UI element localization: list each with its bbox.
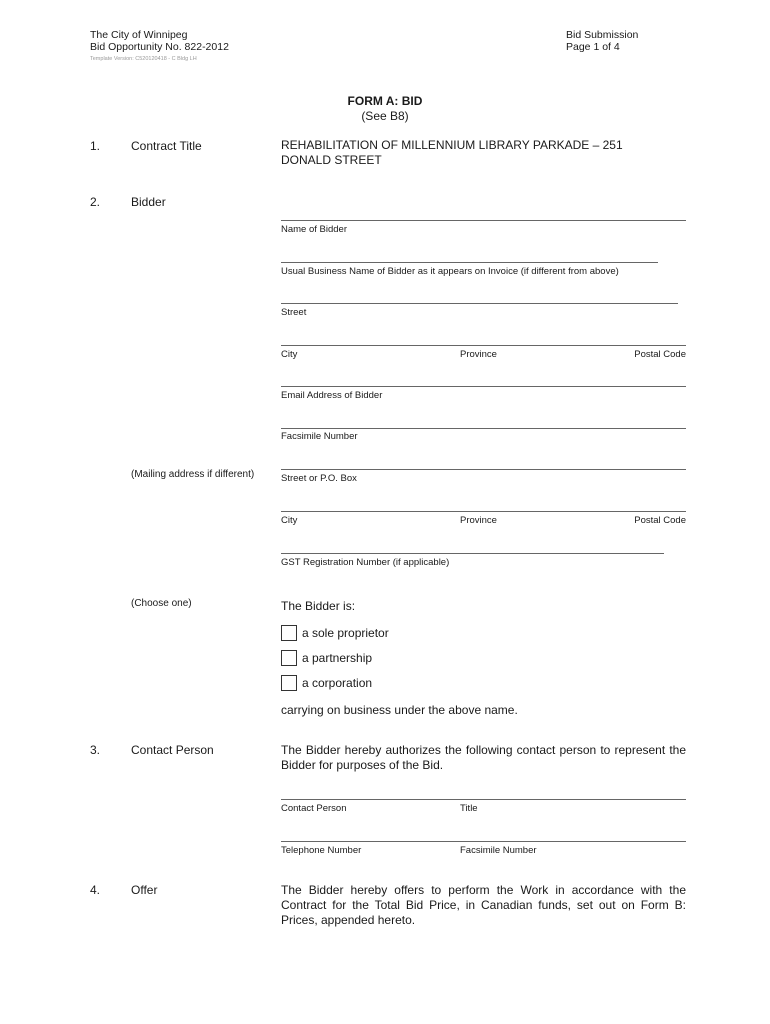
name-of-bidder-line[interactable] [281, 220, 686, 221]
header-page-number: Page 1 of 4 [566, 41, 620, 53]
partnership-checkbox[interactable] [281, 650, 297, 666]
mailing-street-caption: Street or P.O. Box [281, 473, 357, 484]
contract-title-line2: DONALD STREET [281, 153, 382, 167]
contact-person-caption: Contact Person [281, 803, 347, 814]
street-line[interactable] [281, 303, 678, 304]
city-caption: City [281, 349, 298, 360]
fax-caption: Facsimile Number [281, 431, 358, 442]
email-line[interactable] [281, 386, 686, 387]
section-1-label: Contract Title [131, 139, 202, 153]
province-caption: Province [460, 349, 497, 360]
section-4-label: Offer [131, 883, 158, 897]
postal-code-caption: Postal Code [634, 349, 686, 360]
corporation-checkbox[interactable] [281, 675, 297, 691]
mailing-postal-caption: Postal Code [634, 515, 686, 526]
contact-authorization-text: The Bidder hereby authorizes the following contact person to represent the Bidder for purposes of the Bid. [281, 743, 686, 772]
city-province-postal-line[interactable] [281, 345, 686, 346]
choose-one-note: (Choose one) [131, 598, 192, 609]
section-3-number: 3. [90, 743, 101, 757]
form-title: FORM A: BID [347, 94, 423, 108]
contact-fax-caption: Facsimile Number [460, 845, 537, 856]
business-name-line[interactable] [281, 262, 658, 263]
sole-proprietor-checkbox[interactable] [281, 625, 297, 641]
mailing-city-caption: City [281, 515, 298, 526]
mailing-street-line[interactable] [281, 469, 686, 470]
phone-fax-line[interactable] [281, 841, 686, 842]
email-caption: Email Address of Bidder [281, 390, 383, 401]
sole-proprietor-label: a sole proprietor [302, 626, 389, 640]
telephone-caption: Telephone Number [281, 845, 362, 856]
header-bid-submission: Bid Submission [566, 29, 639, 41]
gst-caption: GST Registration Number (if applicable) [281, 557, 450, 568]
section-2-number: 2. [90, 195, 101, 209]
mailing-city-line[interactable] [281, 511, 686, 512]
section-4-number: 4. [90, 883, 101, 897]
gst-line[interactable] [281, 553, 664, 554]
section-2-label: Bidder [131, 195, 166, 209]
offer-text: The Bidder hereby offers to perform the Work in accordance with the Contract for the Total Bid Price, in Canadian funds, set out on Form B: Prices, appended hereto. [281, 883, 686, 927]
street-caption: Street [281, 307, 307, 318]
section-1-number: 1. [90, 139, 101, 153]
template-version: Template Version: C520120418 - C Bldg LH [90, 56, 197, 62]
header-city: The City of Winnipeg [90, 29, 188, 41]
corporation-label: a corporation [302, 676, 373, 690]
name-of-bidder-caption: Name of Bidder [281, 224, 348, 235]
contract-title-line1: REHABILITATION OF MILLENNIUM LIBRARY PARKADE – 251 [281, 138, 623, 152]
fax-line[interactable] [281, 428, 686, 429]
bidder-is-label: The Bidder is: [281, 599, 356, 613]
form-subtitle: (See B8) [361, 109, 409, 123]
business-name-caption: Usual Business Name of Bidder as it appears on Invoice (if different from above) [281, 266, 619, 277]
carrying-on-text: carrying on business under the above name. [281, 703, 518, 717]
contact-title-line[interactable] [281, 799, 686, 800]
title-caption: Title [460, 803, 478, 814]
mailing-province-caption: Province [460, 515, 497, 526]
partnership-label: a partnership [302, 651, 373, 665]
header-bid-opportunity: Bid Opportunity No. 822-2012 [90, 41, 229, 53]
mailing-address-note: (Mailing address if different) [131, 469, 255, 480]
section-3-label: Contact Person [131, 743, 214, 757]
